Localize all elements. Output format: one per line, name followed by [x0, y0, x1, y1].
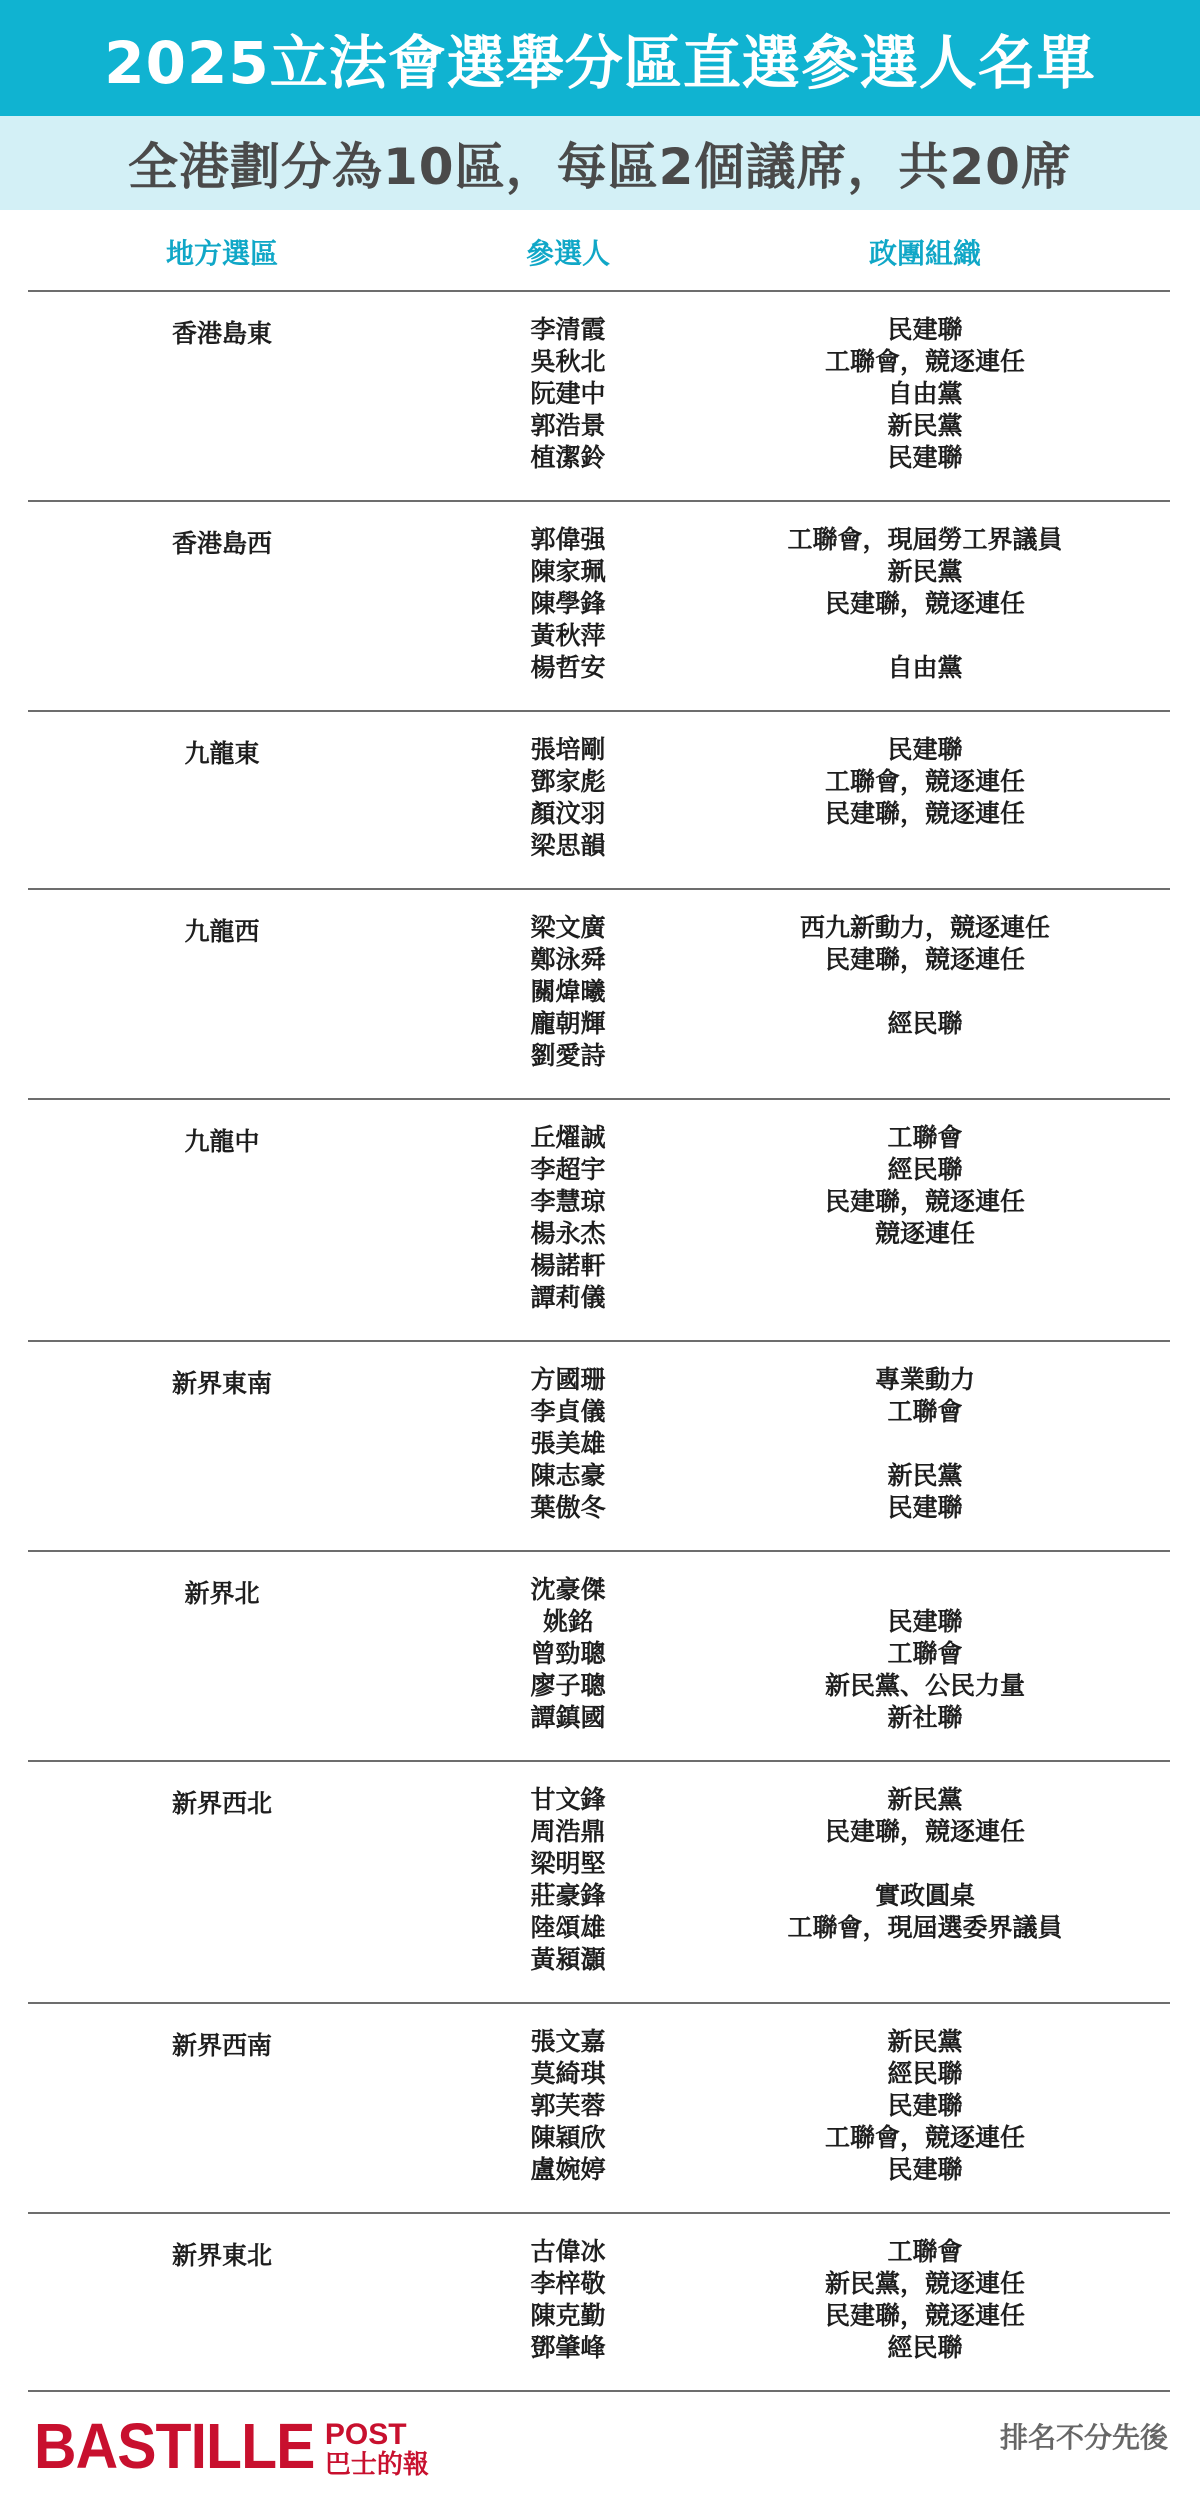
party-affiliation: 西九新動力，競逐連任	[799, 913, 1051, 942]
party-affiliation	[787, 1944, 1062, 1976]
divider	[28, 1098, 1170, 1100]
party-affiliation: 新民黨、公民力量	[824, 1671, 1026, 1700]
party-list	[825, 734, 1025, 862]
candidate-name: 沈豪傑	[530, 1575, 606, 1604]
district-name: 新界東北	[171, 2241, 273, 2270]
party-affiliation: 工聯會，競逐連任	[824, 2123, 1026, 2152]
party-list	[825, 2236, 1025, 2364]
candidate-name: 郭偉强	[530, 525, 606, 554]
candidate-name: 莫綺琪	[530, 2059, 606, 2088]
party-list	[787, 524, 1062, 684]
party-affiliation: 工聯會	[887, 1123, 963, 1152]
party-affiliation	[875, 1428, 975, 1460]
party-affiliation: 新民黨	[887, 557, 963, 586]
candidate-list	[530, 314, 605, 474]
candidate-name: 陳家珮	[530, 557, 606, 586]
candidate-name: 甘文鋒	[530, 1785, 606, 1814]
party-affiliation: 新民黨	[887, 1785, 963, 1814]
candidate-list	[530, 912, 605, 1072]
logo-post: POST	[324, 2418, 407, 2451]
divider	[28, 2002, 1170, 2004]
candidate-name: 丘燿誠	[530, 1123, 606, 1152]
district-name: 九龍西	[184, 917, 260, 946]
title-banner	[0, 0, 1200, 116]
page-title: 2025立法會選舉分區直選參選人名單	[104, 29, 1096, 97]
party-affiliation: 工聯會，競逐連任	[824, 347, 1026, 376]
party-affiliation: 實政圓桌	[874, 1881, 976, 1910]
candidate-name: 鄧家彪	[530, 767, 606, 796]
ranking-note: 排名不分先後	[999, 2421, 1168, 2454]
party-list	[825, 1574, 1025, 1734]
party-list	[787, 1784, 1062, 1976]
divider	[28, 1760, 1170, 1762]
logo-chinese: 巴士的報	[324, 2450, 429, 2480]
district-name: 九龍中	[184, 1127, 260, 1156]
party-affiliation	[800, 976, 1050, 1008]
candidate-name: 周浩鼎	[530, 1817, 606, 1846]
divider	[28, 888, 1170, 890]
party-affiliation: 經民聯	[887, 1155, 963, 1184]
header-candidate: 參選人	[525, 237, 611, 270]
candidate-name: 李慧琼	[530, 1187, 606, 1216]
party-list	[800, 912, 1050, 1072]
party-affiliation: 新社聯	[887, 1703, 963, 1732]
divider	[28, 1550, 1170, 1552]
district-name: 九龍東	[184, 739, 260, 768]
party-affiliation: 民建聯	[887, 2091, 963, 2120]
party-affiliation	[825, 1574, 1025, 1606]
divider	[28, 2390, 1170, 2392]
candidate-name: 梁明堅	[530, 1849, 606, 1878]
party-affiliation	[825, 1282, 1025, 1314]
party-affiliation: 民建聯，競逐連任	[824, 589, 1026, 618]
district-name: 香港島東	[171, 319, 273, 348]
party-affiliation: 競逐連任	[874, 1219, 976, 1248]
party-affiliation: 工聯會，現屆選委界議員	[787, 1913, 1063, 1942]
divider	[28, 1340, 1170, 1342]
candidate-name: 張文嘉	[530, 2027, 606, 2056]
party-affiliation: 民建聯	[887, 315, 963, 344]
candidate-name: 古偉冰	[530, 2237, 606, 2266]
candidate-name: 鄧肇峰	[530, 2333, 606, 2362]
party-affiliation: 自由黨	[887, 379, 963, 408]
candidate-name: 姚銘	[542, 1607, 594, 1636]
candidate-list	[530, 1784, 605, 1976]
party-affiliation: 經民聯	[887, 2333, 963, 2362]
party-affiliation: 新民黨	[887, 1461, 963, 1490]
party-affiliation	[825, 1250, 1025, 1282]
candidate-name: 張培剛	[530, 735, 606, 764]
candidate-name: 鄭泳舜	[530, 945, 606, 974]
candidate-list	[530, 1364, 605, 1524]
party-affiliation: 民建聯	[887, 2155, 963, 2184]
candidate-name: 陳克勤	[530, 2301, 606, 2330]
party-affiliation: 工聯會	[887, 1639, 963, 1668]
candidate-name: 郭芙蓉	[530, 2091, 606, 2120]
candidate-name: 陸頌雄	[530, 1913, 606, 1942]
party-list	[825, 1122, 1025, 1314]
party-affiliation: 民建聯	[887, 735, 963, 764]
party-affiliation	[787, 620, 1062, 652]
party-affiliation	[787, 1848, 1062, 1880]
candidate-name: 楊哲安	[530, 653, 606, 682]
party-affiliation: 新民黨	[887, 411, 963, 440]
candidate-name: 李貞儀	[530, 1397, 606, 1426]
candidate-name: 龐朝輝	[530, 1009, 606, 1038]
candidate-name: 盧婉婷	[530, 2155, 606, 2184]
party-affiliation: 民建聯，競逐連任	[824, 799, 1026, 828]
candidate-name: 李清霞	[530, 315, 606, 344]
candidate-name: 梁文廣	[530, 913, 606, 942]
candidate-name: 黃秋萍	[530, 621, 606, 650]
candidate-name: 張美雄	[530, 1429, 606, 1458]
candidate-name: 陳志豪	[530, 1461, 606, 1490]
page-subtitle: 全港劃分為10區，每區2個議席，共20席	[128, 138, 1072, 196]
candidate-name: 方國珊	[530, 1365, 606, 1394]
party-affiliation: 工聯會	[887, 1397, 963, 1426]
candidate-list	[530, 734, 605, 862]
party-affiliation: 工聯會	[887, 2237, 963, 2266]
party-list	[825, 2026, 1025, 2186]
candidate-list	[530, 2026, 605, 2186]
party-affiliation: 自由黨	[887, 653, 963, 682]
candidate-name: 黃潁灝	[530, 1945, 606, 1974]
divider	[28, 710, 1170, 712]
party-list	[825, 314, 1025, 474]
candidate-name: 李梓敬	[530, 2269, 606, 2298]
party-affiliation: 工聯會，現屆勞工界議員	[787, 525, 1063, 554]
party-affiliation: 新民黨	[887, 2027, 963, 2056]
candidate-list	[530, 1122, 605, 1314]
party-affiliation: 經民聯	[887, 2059, 963, 2088]
candidate-name: 關煒曦	[530, 977, 606, 1006]
candidate-name: 廖子聰	[530, 1671, 606, 1700]
candidate-name: 郭浩景	[530, 411, 606, 440]
party-affiliation: 民建聯，競逐連任	[824, 1187, 1026, 1216]
party-affiliation	[825, 830, 1025, 862]
candidate-list	[530, 2236, 605, 2364]
bastille-post-logo	[34, 2408, 429, 2482]
district-name: 香港島西	[171, 529, 273, 558]
district-name: 新界北	[184, 1579, 260, 1608]
party-affiliation: 民建聯	[887, 1607, 963, 1636]
candidate-name: 劉愛詩	[530, 1041, 606, 1070]
header-district: 地方選區	[165, 237, 279, 270]
subtitle-banner	[0, 116, 1200, 210]
party-affiliation: 新民黨，競逐連任	[824, 2269, 1026, 2298]
candidate-name: 阮建中	[530, 379, 606, 408]
candidate-name: 楊諾軒	[530, 1251, 606, 1280]
candidate-name: 梁思韻	[530, 831, 606, 860]
candidate-list	[530, 524, 605, 684]
candidate-list	[530, 1574, 605, 1734]
column-headers	[0, 232, 1200, 272]
party-affiliation: 工聯會，競逐連任	[824, 767, 1026, 796]
candidate-name: 譚鎮國	[530, 1703, 606, 1732]
logo-wordmark: BASTILLE	[34, 2410, 315, 2482]
party-list	[875, 1364, 975, 1524]
candidate-name: 楊永杰	[530, 1219, 606, 1248]
candidate-name: 譚莉儀	[530, 1283, 606, 1312]
party-affiliation: 經民聯	[887, 1009, 963, 1038]
candidate-name: 李超宇	[530, 1155, 606, 1184]
district-name: 新界東南	[171, 1369, 273, 1398]
candidate-name: 曾勁聰	[530, 1639, 606, 1668]
candidate-name: 植潔鈴	[530, 443, 606, 472]
district-name: 新界西北	[171, 1789, 273, 1818]
party-affiliation	[800, 1040, 1050, 1072]
district-name: 新界西南	[171, 2031, 273, 2060]
divider	[28, 2212, 1170, 2214]
candidate-name: 顏汶羽	[530, 799, 606, 828]
candidate-name: 陳學鋒	[530, 589, 606, 618]
party-affiliation: 民建聯	[887, 443, 963, 472]
divider	[28, 290, 1170, 292]
party-affiliation: 民建聯，競逐連任	[824, 1817, 1026, 1846]
candidate-name: 葉傲冬	[530, 1493, 606, 1522]
party-affiliation: 民建聯，競逐連任	[824, 2301, 1026, 2330]
party-affiliation: 民建聯	[887, 1493, 963, 1522]
candidate-name: 陳穎欣	[530, 2123, 606, 2152]
party-affiliation: 專業動力	[874, 1365, 976, 1394]
header-party: 政團組織	[868, 237, 982, 270]
candidate-name: 莊豪鋒	[530, 1881, 606, 1910]
party-affiliation: 民建聯，競逐連任	[824, 945, 1026, 974]
divider	[28, 500, 1170, 502]
candidate-name: 吳秋北	[530, 347, 606, 376]
